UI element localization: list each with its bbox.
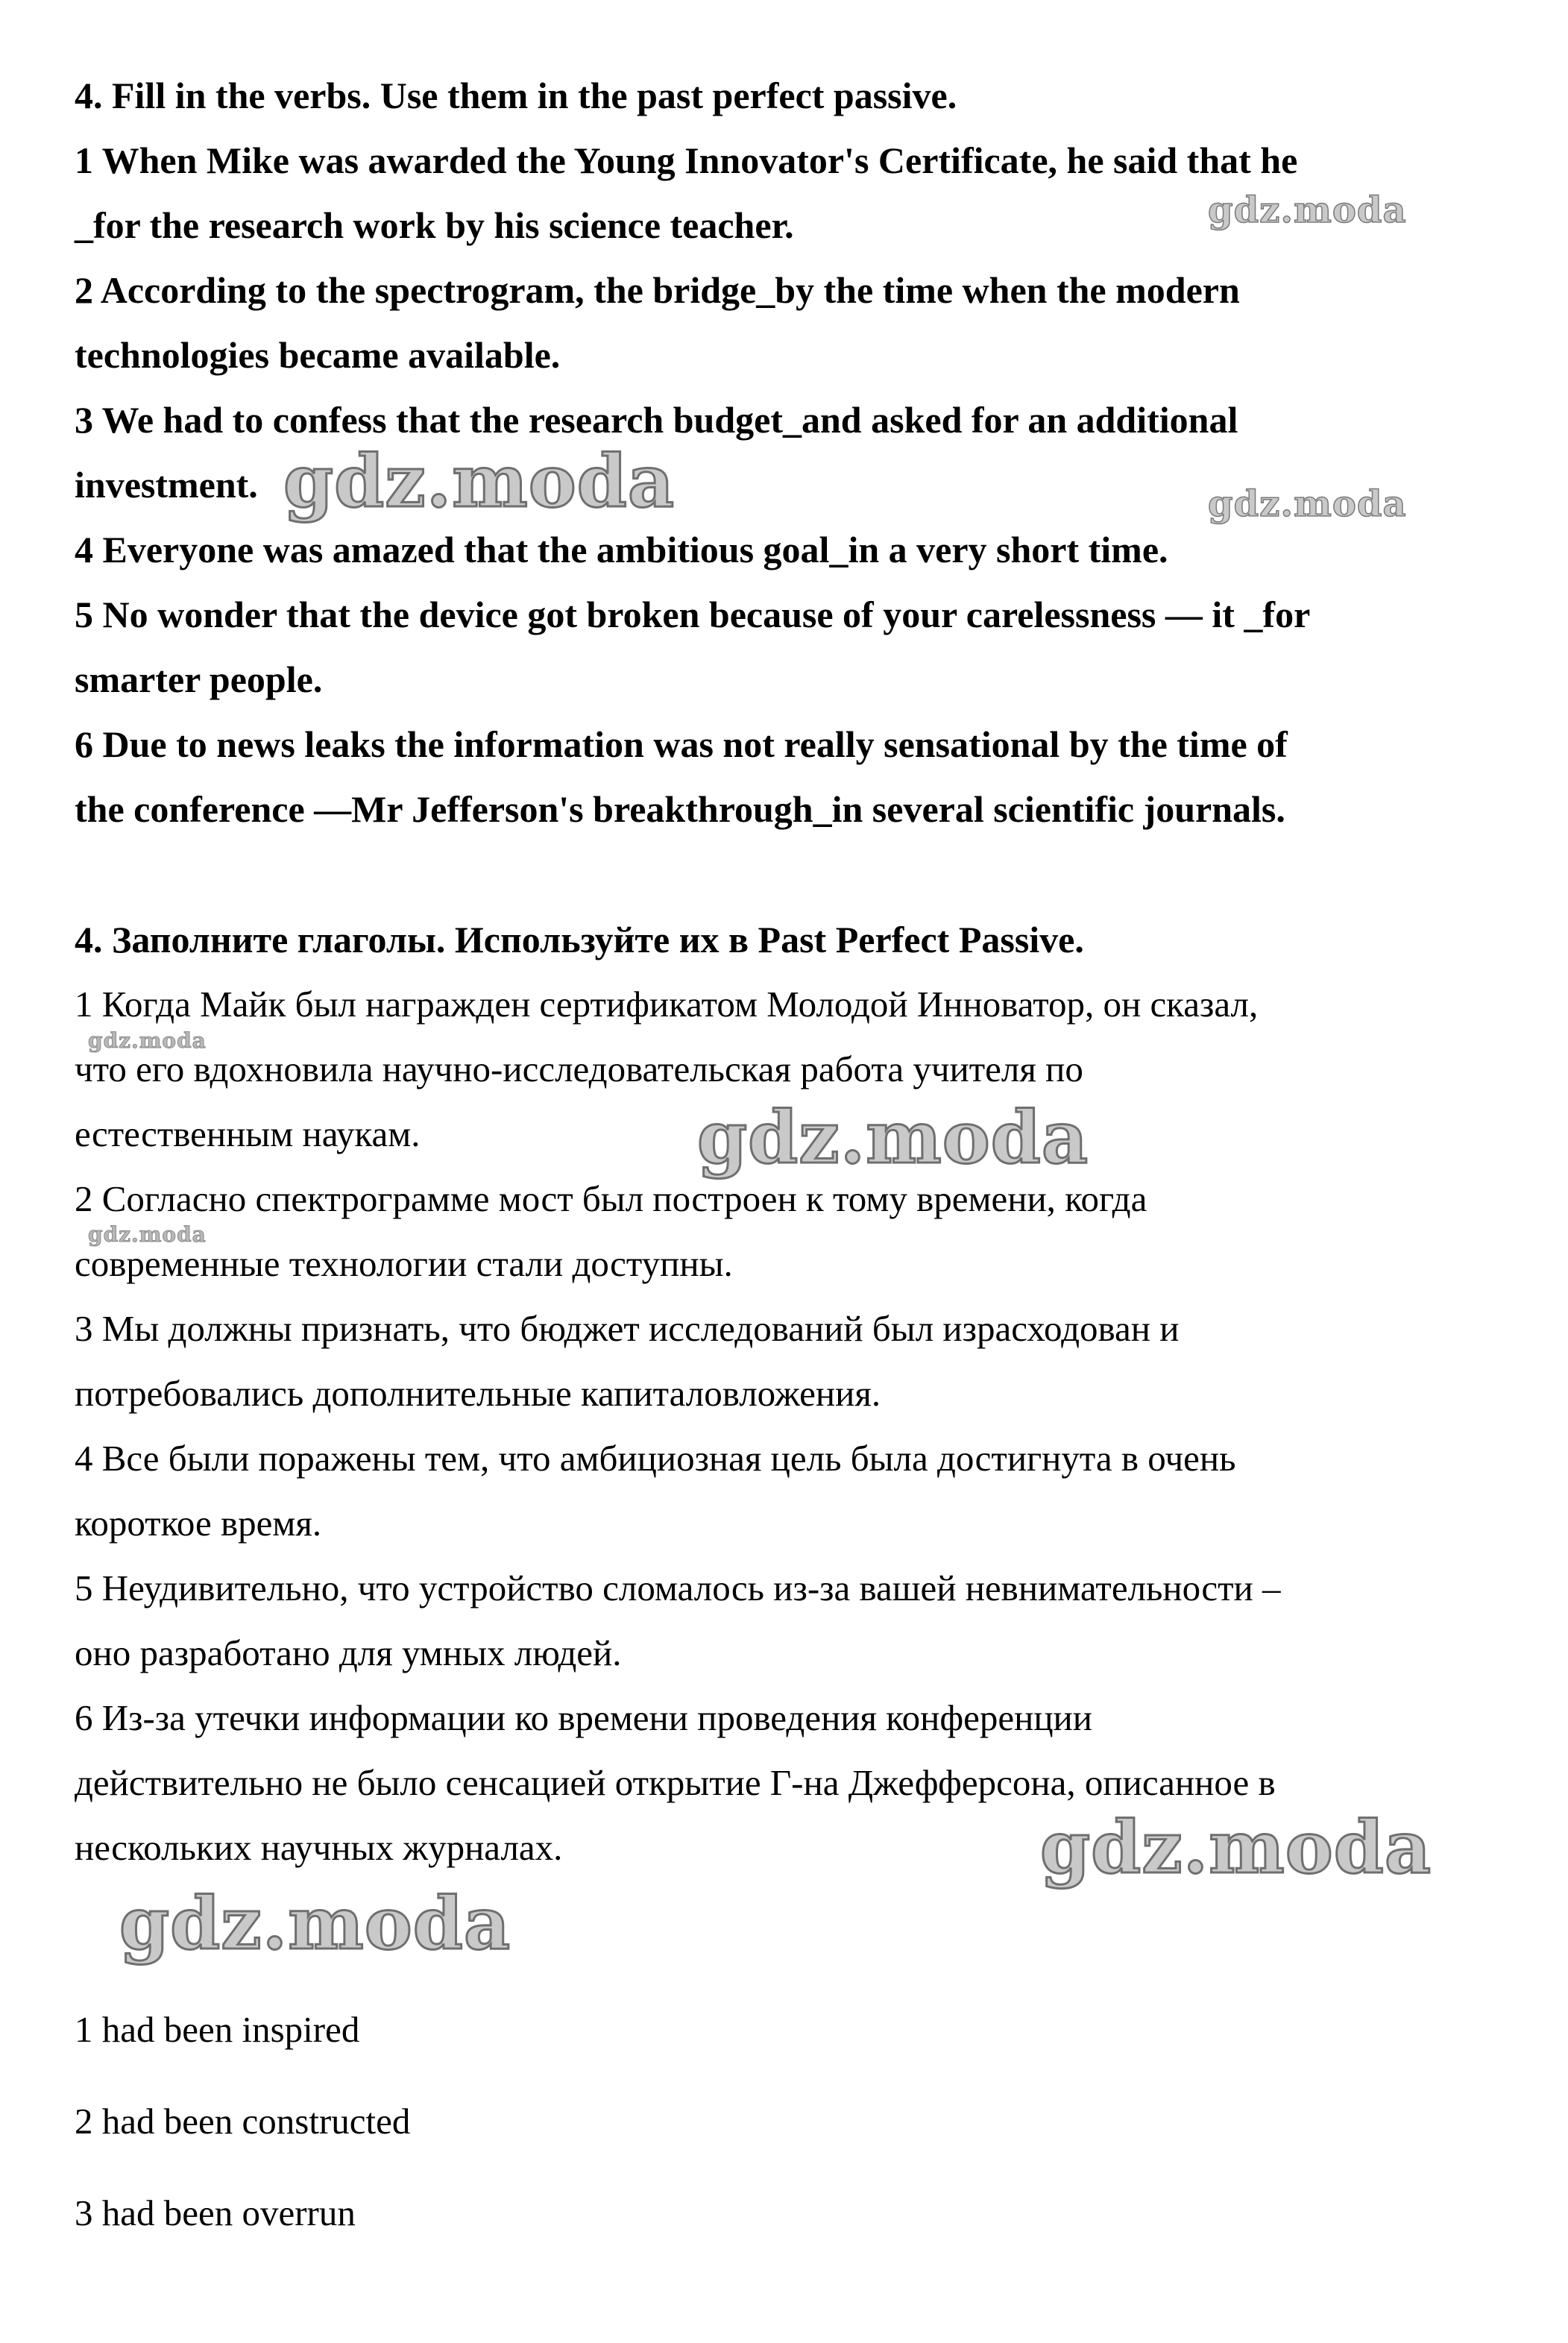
answer-item: 3 had been overrun: [75, 2192, 356, 2233]
english-line: technologies became available.: [75, 334, 561, 376]
english-line: 4 Everyone was amazed that the ambitious goal_in a very short time.: [75, 529, 1168, 570]
russian-line: оно разработано для умных людей.: [75, 1632, 622, 1673]
russian-line: 6 Из-за утечки информации ко времени проведения конференции: [75, 1697, 1092, 1738]
watermark: gdz.moda: [283, 439, 676, 523]
russian-heading: 4. Заполните глаголы. Используйте их в Past Perfect Passive.: [75, 919, 1084, 960]
russian-line: потребовались дополнительные капиталовложения.: [75, 1373, 881, 1414]
russian-line: 5 Неудивительно, что устройство сломалось из-за вашей невнимательности –: [75, 1567, 1281, 1608]
russian-line: 2 Согласно спектрограмме мост был построен к тому времени, когда: [75, 1178, 1147, 1219]
english-heading: 4. Fill in the verbs. Use them in the past perfect passive.: [75, 75, 957, 116]
russian-line: действительно не было сенсацией открытие Г-на Джефферсона, описанное в: [75, 1762, 1276, 1803]
watermark: gdz.moda: [88, 1028, 207, 1053]
russian-line: нескольких научных журналах.: [75, 1827, 563, 1868]
russian-line: современные технологии стали доступны.: [75, 1243, 733, 1284]
answer-item: 1 had been inspired: [75, 2009, 360, 2050]
russian-line: короткое время.: [75, 1503, 322, 1544]
watermark: gdz.moda: [1208, 483, 1407, 525]
russian-line: естественным наукам.: [75, 1113, 421, 1154]
watermark: gdz.moda: [1040, 1805, 1432, 1890]
watermark: gdz.moda: [88, 1222, 207, 1247]
russian-line: 3 Мы должны признать, что бюджет исследований был израсходован и: [75, 1308, 1180, 1349]
english-line: 1 When Mike was awarded the Young Innovator's Certificate, he said that he: [75, 139, 1298, 181]
watermark: gdz.moda: [1208, 189, 1407, 231]
english-line: 2 According to the spectrogram, the bridge_by the time when the modern: [75, 269, 1240, 311]
russian-line: что его вдохновила научно-исследовательская работа учителя по: [75, 1048, 1083, 1089]
answer-item: 2 had been constructed: [75, 2101, 411, 2142]
english-line: _for the research work by his science teacher.: [75, 204, 794, 246]
english-line: 5 No wonder that the device got broken because of your carelessness — it _for: [75, 594, 1311, 635]
english-line: 6 Due to news leaks the information was not really sensational by the time of: [75, 723, 1288, 765]
watermark: gdz.moda: [697, 1095, 1089, 1180]
english-line: 3 We had to confess that the research budget_and asked for an additional: [75, 399, 1238, 441]
russian-line: 1 Когда Майк был награжден сертификатом Молодой Инноватор, он сказал,: [75, 984, 1259, 1025]
english-line: the conference —Mr Jefferson's breakthrough_in several scientific journals.: [75, 788, 1285, 830]
english-line: smarter people.: [75, 658, 323, 700]
watermark: gdz.moda: [119, 1881, 511, 1966]
russian-line: 4 Все были поражены тем, что амбициозная цель была достигнута в очень: [75, 1438, 1236, 1479]
english-line: investment.: [75, 464, 258, 506]
